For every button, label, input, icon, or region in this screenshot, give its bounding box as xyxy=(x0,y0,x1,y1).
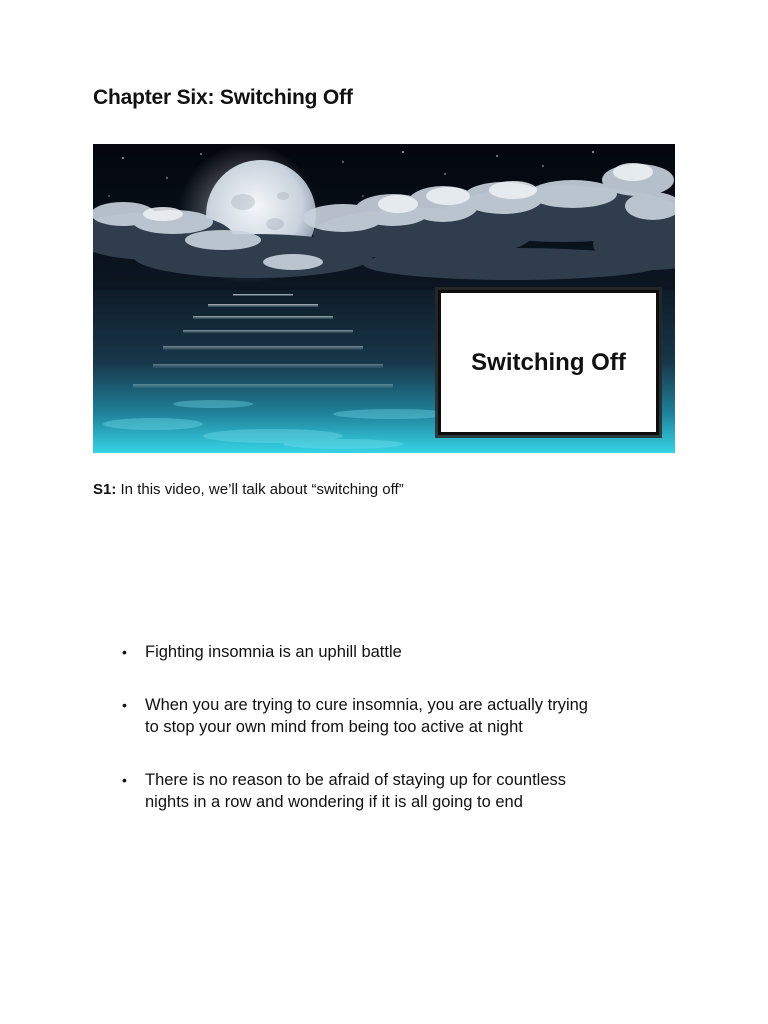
bullet-line: nights in a row and wondering if it is all going to end xyxy=(145,793,523,811)
slide-image xyxy=(93,144,675,453)
chapter-title: Chapter Six: Switching Off xyxy=(93,86,353,109)
script-line xyxy=(93,481,404,498)
list-item xyxy=(120,769,660,813)
slide-title-card xyxy=(438,290,659,435)
bullet-dot-icon: • xyxy=(122,697,127,713)
list-item xyxy=(120,641,660,663)
bullet-line: to stop your own mind from being too active at night xyxy=(145,718,523,736)
list-item xyxy=(120,694,660,738)
bullet-line: When you are trying to cure insomnia, you are actually trying xyxy=(145,696,588,714)
script-text: In this video, we’ll talk about “switching off” xyxy=(116,481,404,498)
bullet-list xyxy=(120,641,660,844)
bullet-line: There is no reason to be afraid of staying up for countless xyxy=(145,771,566,789)
bullet-dot-icon: • xyxy=(122,772,127,788)
bullet-line: Fighting insomnia is an uphill battle xyxy=(145,643,402,661)
speaker-label: S1: xyxy=(93,481,117,498)
bullet-dot-icon: • xyxy=(122,644,127,660)
slide-title: Switching Off xyxy=(471,348,626,376)
